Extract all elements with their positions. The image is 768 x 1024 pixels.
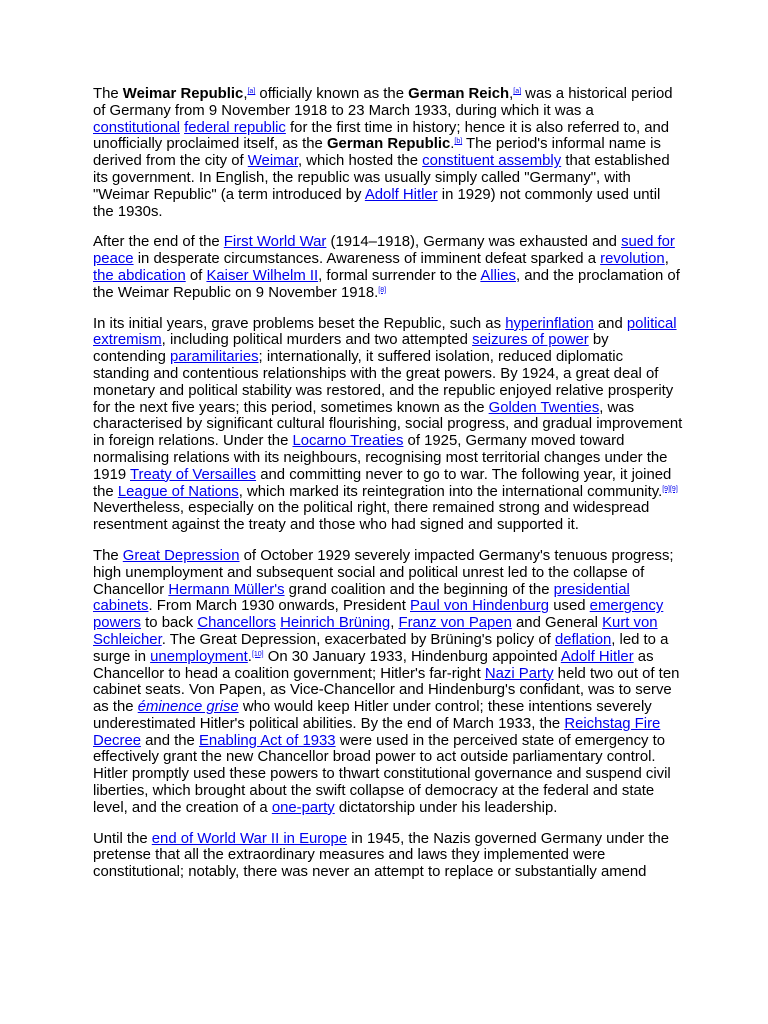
- citation-link[interactable]: [a]: [513, 88, 522, 95]
- text: held two out of ten cabinet seats. Von Papen, as Vice-Chancellor and Hindenburg's confidant, was to serve as the: [93, 665, 680, 716]
- link-treaty-of-versailles[interactable]: Treaty of Versailles: [130, 466, 257, 483]
- paragraph-until-end-of-war: [93, 831, 683, 881]
- text: ,: [243, 86, 248, 102]
- citation-link[interactable]: [8]: [378, 286, 387, 294]
- text: of 1925, Germany moved toward normalising relations with its neighbours, recognising most territorial changes under the 1919: [93, 433, 668, 483]
- text: In its initial years, grave problems beset the Republic, such as: [93, 315, 506, 332]
- text: The: [93, 86, 123, 102]
- link-franz-von-papen[interactable]: Franz von Papen: [398, 615, 512, 632]
- link-the-abdication[interactable]: the abdication: [93, 267, 186, 284]
- citation[interactable]: [662, 486, 678, 493]
- text: Nevertheless, especially on the political right, there remained strong and widespread resentment against the treaty and those who had signed and supported it.: [93, 500, 650, 534]
- text: used: [549, 598, 590, 615]
- text: After the end of the: [93, 234, 224, 251]
- link-constituent-assembly[interactable]: constituent assembly: [422, 153, 562, 170]
- text: .: [247, 648, 252, 665]
- paragraph-great-depression: [93, 548, 683, 817]
- link-heinrich-bruning[interactable]: Heinrich Brüning: [280, 615, 391, 632]
- citation-link[interactable]: [a]: [247, 88, 256, 95]
- link-locarno-treaties[interactable]: Locarno Treaties: [292, 433, 404, 450]
- citation-link[interactable]: [b]: [454, 138, 463, 146]
- paragraph-intro: [93, 86, 683, 220]
- link-emergency-powers[interactable]: emergency powers: [93, 598, 664, 632]
- link-enabling-act-of-1933[interactable]: Enabling Act of 1933: [198, 732, 336, 749]
- link-hermann-muller[interactable]: Hermann Müller's: [168, 581, 285, 598]
- text: .: [450, 136, 455, 153]
- text: , including political murders and two attempted: [161, 332, 473, 349]
- link-reichstag-fire-decree[interactable]: Reichstag Fire Decree: [93, 715, 661, 749]
- citation-link[interactable]: [10]: [251, 650, 264, 658]
- text: . The Great Depression, exacerbated by Brüning's policy of: [161, 631, 555, 648]
- link-presidential-cabinets[interactable]: presidential cabinets: [93, 581, 630, 615]
- text: , and the proclamation of the Weimar Republic on 9 November 1918.: [93, 267, 680, 301]
- text: and General: [511, 615, 603, 632]
- bold-term-weimar-republic: Weimar Republic: [122, 86, 244, 102]
- text: , formal surrender to the: [318, 267, 481, 284]
- text: as Chancellor to head a coalition government; Hitler's far-right: [93, 648, 654, 682]
- text: grand coalition and the beginning of the: [284, 581, 554, 598]
- text: , led to a surge in: [93, 631, 669, 665]
- text: by contending: [93, 332, 609, 366]
- link-first-world-war[interactable]: First World War: [223, 234, 327, 251]
- text: The: [93, 547, 123, 564]
- link-one-party[interactable]: one-party: [271, 799, 335, 816]
- link-great-depression[interactable]: Great Depression: [122, 547, 240, 564]
- text: . From March 1930 onwards, President: [148, 598, 410, 615]
- citation[interactable]: [378, 287, 386, 294]
- text: ,: [390, 615, 399, 632]
- citation[interactable]: [252, 651, 264, 658]
- text: to back: [141, 615, 198, 632]
- text: , which hosted the: [297, 153, 423, 170]
- text: of: [185, 267, 207, 284]
- link-golden-twenties[interactable]: Golden Twenties: [488, 399, 600, 416]
- link-allies[interactable]: Allies: [480, 267, 516, 284]
- paragraph-end-of-war: [93, 234, 683, 301]
- link-kurt-von-schleicher[interactable]: Kurt von Schleicher: [93, 615, 658, 648]
- bold-term-german-reich: German Reich: [408, 86, 510, 102]
- link-end-of-world-war-ii-in-europe[interactable]: end of World War II in Europe: [151, 830, 348, 847]
- text: that established its government. In English, the republic was usually simply called "Germany", with "Weimar Republic" (a term introduced by: [93, 153, 670, 203]
- text: , was characterised by significant cultural flourishing, social progress, and gradual improvement in foreign relations. Under the: [93, 399, 683, 450]
- link-unemployment[interactable]: unemployment: [150, 648, 248, 665]
- text: On 30 January 1933, Hindenburg appointed: [263, 648, 561, 665]
- bold-term-german-republic: German Republic: [326, 136, 451, 153]
- text: dictatorship under his leadership.: [334, 799, 558, 816]
- link-seizures-of-power[interactable]: seizures of power: [472, 332, 589, 349]
- link-political-extremism[interactable]: political extremism: [93, 315, 677, 349]
- text: who would keep Hitler under control; these intentions severely underestimated Hitler's political abilities. By the end of March 1933, the: [93, 699, 652, 732]
- link-paramilitaries[interactable]: paramilitaries: [170, 349, 259, 366]
- link-federal-republic[interactable]: federal republic: [184, 119, 286, 136]
- text: and committing never to go to war. The following year, it joined the: [93, 466, 672, 500]
- link-nazi-party[interactable]: Nazi Party: [484, 665, 554, 682]
- text: of October 1929 severely impacted Germany's tenuous progress; high unemployment and subsequent social and political unrest led to the collapse of Chancellor: [93, 547, 674, 598]
- link-hyperinflation[interactable]: hyperinflation: [505, 315, 594, 332]
- text: in 1929) not commonly used until the 1930s.: [93, 186, 661, 220]
- text: , which marked its reintegration into the international community.: [238, 483, 663, 500]
- text: ,: [664, 251, 669, 268]
- text: officially known as the: [255, 86, 409, 102]
- link-paul-von-hindenburg[interactable]: Paul von Hindenburg: [410, 598, 550, 615]
- link-adolf-hitler[interactable]: Adolf Hitler: [560, 648, 634, 665]
- text: in desperate circumstances. Awareness of imminent defeat sparked a: [133, 251, 601, 268]
- text: and: [593, 315, 627, 332]
- text: was a historical period of Germany from 9 November 1918 to 23 March 1933, during which it was a: [93, 86, 673, 119]
- text: and the: [141, 732, 199, 749]
- text: The period's informal name is derived from the city of: [93, 136, 661, 170]
- link-adolf-hitler[interactable]: Adolf Hitler: [364, 186, 438, 203]
- text: for the first time in history; hence it is also referred to, and unofficially proclaimed itself, as the: [93, 119, 670, 153]
- link-sued-for-peace[interactable]: sued for peace: [93, 234, 675, 268]
- article-body: [93, 86, 683, 895]
- text: (1914–1918), Germany was exhausted and: [326, 234, 622, 251]
- link-chancellors[interactable]: Chancellors: [197, 615, 276, 632]
- citation[interactable]: [513, 88, 521, 95]
- text: ; internationally, it suffered isolation, reduced diplomatic standing and contentious relationships with the great powers. By 1924, a great deal of monetary and political stability was restored, and the republic enjoyed relative prosperity for the next five years; this period, sometimes known as the: [93, 349, 674, 416]
- link-kaiser-wilhelm-ii[interactable]: Kaiser Wilhelm II: [206, 267, 319, 284]
- link-revolution[interactable]: revolution: [600, 251, 665, 268]
- link-deflation[interactable]: deflation: [554, 631, 612, 648]
- citation-link[interactable]: [9][9]: [662, 485, 678, 493]
- text: were used in the perceived state of emergency to effectively grant the new Chancellor broad power to act outside parliamentary control. Hitler promptly used these powers to thwart constitutional governance and suspend civil liberties, which brought about the swift collapse of democracy at the federal and state level, and the creation of a: [93, 732, 671, 816]
- link-constitutional[interactable]: constitutional: [93, 119, 180, 136]
- paragraph-initial-years: [93, 316, 683, 534]
- text: Until the: [93, 830, 152, 847]
- link-weimar[interactable]: Weimar: [247, 153, 298, 170]
- link-eminence-grise[interactable]: éminence grise: [137, 699, 239, 716]
- text: ,: [509, 86, 514, 102]
- text: in 1945, the Nazis governed Germany under the pretense that all the extraordinary measures and laws they implemented were constitutional; notably, there was never an attempt to replace or substantially amend: [93, 830, 670, 881]
- link-league-of-nations[interactable]: League of Nations: [117, 483, 239, 500]
